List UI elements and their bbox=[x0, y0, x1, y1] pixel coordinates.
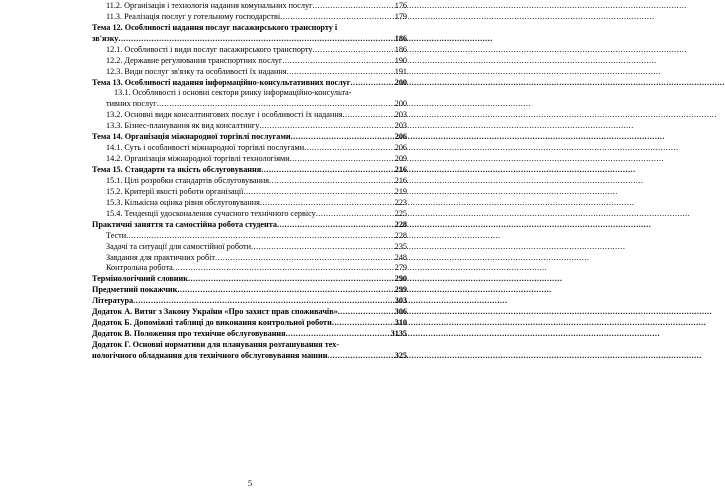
toc-entry bbox=[92, 329, 407, 340]
dot-leader bbox=[243, 187, 387, 198]
toc-entry-title: Тема 12. Особливості надання послуг пасажирського транспорту і bbox=[92, 22, 338, 32]
toc-entry bbox=[92, 307, 407, 318]
dot-leader bbox=[287, 67, 387, 78]
dot-leader bbox=[259, 121, 387, 132]
toc-entry-title: 15.4. Тенденції удосконалення сучасного технічного сервісу bbox=[106, 208, 316, 218]
dot-leader bbox=[173, 263, 387, 274]
toc-entry-title: Додаток А. Витяг з Закону України «Про захист прав споживачів» bbox=[92, 307, 338, 317]
toc-entry-title: Додаток В. Положення про технічне обслуговування bbox=[92, 329, 286, 339]
toc-entry-page: 206 bbox=[394, 132, 407, 142]
dot-leader bbox=[316, 209, 387, 220]
toc-entry-page: 310 bbox=[394, 318, 407, 328]
toc-entry-title: Тема 13. Особливості надання інформаційно-консультативних послуг bbox=[92, 77, 351, 87]
toc-entry-page: 225 bbox=[394, 208, 407, 218]
toc-entry-page: 216 bbox=[394, 165, 407, 175]
dot-leader bbox=[327, 351, 387, 362]
toc-entry bbox=[92, 285, 407, 296]
dot-leader bbox=[261, 165, 387, 176]
dot-leader bbox=[291, 132, 387, 143]
dot-leader bbox=[282, 56, 387, 67]
toc-entry-title: 12.1. Особливості і види послуг пасажирського транспорту bbox=[106, 44, 313, 54]
toc-entry-page: 299 bbox=[394, 285, 407, 295]
toc-entry-title: Література bbox=[92, 296, 134, 306]
toc-entry-title: 11.3. Реалізація послуг у готельному господарстві bbox=[106, 11, 281, 21]
toc-entry-page: 200 bbox=[394, 77, 407, 87]
dot-leader bbox=[126, 231, 387, 242]
toc-entry-page: 186 bbox=[394, 33, 407, 43]
toc-entry-page: 203 bbox=[394, 110, 407, 120]
toc-entry bbox=[92, 121, 407, 132]
toc-entry-title: 13.3. Бізнес-планування як вид консалтингу bbox=[106, 121, 260, 131]
toc-entry bbox=[92, 165, 407, 176]
toc-entry-title: Додаток Г. Основні нормативи для планування розташування тех- bbox=[92, 340, 340, 350]
dot-leader bbox=[251, 242, 387, 253]
toc-entry-title: 13.2. Основні види консалтингових послуг і особливості їх надання bbox=[106, 110, 343, 120]
toc-entry-page: 186 bbox=[394, 44, 407, 54]
toc-entry bbox=[92, 78, 407, 89]
toc-entry-page: 179 bbox=[394, 11, 407, 21]
toc-entry-title: Завдання для практичних робіт bbox=[106, 252, 216, 262]
toc-entry-page: 3135 bbox=[390, 329, 407, 339]
toc-entry-page: 248 bbox=[394, 252, 407, 262]
toc-entry-title: 14.1. Суть і особливості міжнародної торгівлі послугами bbox=[106, 143, 305, 153]
toc-entry bbox=[92, 176, 407, 187]
toc-entry-page: 219 bbox=[394, 186, 407, 196]
toc-entry bbox=[92, 242, 407, 253]
toc-entry-page: 216 bbox=[394, 175, 407, 185]
toc-entry-page: 176 bbox=[394, 0, 407, 10]
toc-entry bbox=[92, 143, 407, 154]
toc-entry-title: нологічного обладнання для технічного обслуговування машин bbox=[92, 350, 328, 360]
toc-entry bbox=[92, 187, 407, 198]
toc-entry bbox=[92, 264, 407, 275]
page-number: 5 bbox=[247, 478, 253, 488]
toc-entry-title: 15.1. Цілі розробки стандартів обслуговування bbox=[106, 175, 269, 185]
toc-entry-page: 306 bbox=[394, 307, 407, 317]
dot-leader bbox=[260, 198, 387, 209]
toc-entry bbox=[92, 154, 407, 165]
dot-leader bbox=[133, 296, 387, 307]
toc-entry bbox=[92, 209, 407, 220]
dot-leader bbox=[290, 154, 387, 165]
toc-entry bbox=[92, 99, 407, 110]
toc-entry-title: 13.1. Особливості і основні сектори ринку інформаційно-консульта- bbox=[114, 88, 352, 98]
toc-entry-title: 12.3. Види послуг зв'язку та особливості їх надання bbox=[106, 66, 287, 76]
dot-leader bbox=[338, 307, 387, 318]
toc-entry bbox=[92, 220, 407, 231]
dot-leader bbox=[286, 329, 387, 340]
toc-entry-title: Додаток Б. Допоміжні таблиці до виконання контрольної роботи bbox=[92, 318, 332, 328]
toc-entry bbox=[92, 89, 407, 100]
toc-entry bbox=[92, 12, 407, 23]
toc-entry-title: Тести bbox=[106, 230, 127, 240]
toc-entry bbox=[92, 318, 407, 329]
toc-entry bbox=[92, 340, 407, 351]
dot-leader bbox=[351, 78, 388, 89]
toc-entry-page: 200 bbox=[394, 99, 407, 109]
dot-leader bbox=[269, 176, 387, 187]
toc-entry bbox=[92, 274, 407, 285]
toc-entry-title: 12.2. Державне регулювання транспортних послуг bbox=[106, 55, 283, 65]
toc-entry bbox=[92, 351, 407, 362]
toc-entry bbox=[92, 45, 407, 56]
toc-entry-page: 191 bbox=[394, 66, 407, 76]
toc-entry bbox=[92, 34, 407, 45]
toc-entry-title: зв'язку bbox=[92, 33, 119, 43]
toc-entry bbox=[92, 67, 407, 78]
toc-entry-page: 290 bbox=[394, 274, 407, 284]
toc-entry-title: 15.2. Критерії якості роботи організації bbox=[106, 186, 244, 196]
toc-entry-page: 228 bbox=[394, 230, 407, 240]
toc-entry-title: 14.2. Організація міжнародної торгівлі технологіями bbox=[106, 154, 290, 164]
dot-leader bbox=[215, 253, 387, 264]
table-of-contents bbox=[92, 1, 407, 362]
toc-entry-page: 235 bbox=[394, 241, 407, 251]
toc-entry bbox=[92, 132, 407, 143]
dot-leader bbox=[188, 274, 387, 285]
toc-entry bbox=[92, 110, 407, 121]
toc-entry-title: Контрольна робота bbox=[106, 263, 173, 273]
dot-leader bbox=[332, 318, 387, 329]
toc-entry-page: 190 bbox=[394, 55, 407, 65]
toc-entry bbox=[92, 231, 407, 242]
toc-entry-page: 209 bbox=[394, 154, 407, 164]
dot-leader bbox=[177, 285, 387, 296]
toc-entry bbox=[92, 198, 407, 209]
toc-entry-title: Предметний покажчик bbox=[92, 285, 178, 295]
toc-entry-page: 203 bbox=[394, 121, 407, 131]
dot-leader bbox=[312, 45, 387, 56]
toc-entry-page: 303 bbox=[394, 296, 407, 306]
dot-leader bbox=[118, 34, 387, 45]
toc-entry bbox=[92, 296, 407, 307]
dot-leader bbox=[312, 1, 387, 12]
toc-entry bbox=[92, 23, 407, 34]
toc-entry-page: 206 bbox=[394, 143, 407, 153]
dot-leader bbox=[304, 143, 387, 154]
toc-entry bbox=[92, 1, 407, 12]
dot-leader bbox=[280, 12, 387, 23]
toc-entry-title: тивних послуг bbox=[106, 99, 157, 109]
toc-entry-title: 11.2. Організація і технологія надання комунальних послуг bbox=[106, 0, 313, 10]
toc-entry bbox=[92, 56, 407, 67]
toc-entry-title: Тема 14. Організація міжнародної торгівлі послугами bbox=[92, 132, 291, 142]
toc-entry-title: Тема 15. Стандарти та якість обслуговування bbox=[92, 165, 262, 175]
toc-entry-title: Задачі та ситуації для самостійної роботи bbox=[106, 241, 251, 251]
toc-entry-title: 15.3. Кількісна оцінка рівня обслуговування bbox=[106, 197, 260, 207]
dot-leader bbox=[277, 220, 387, 231]
toc-entry-title: Термінологічний словник bbox=[92, 274, 188, 284]
toc-entry-page: 279 bbox=[394, 263, 407, 273]
dot-leader bbox=[157, 99, 387, 110]
toc-entry-page: 223 bbox=[394, 197, 407, 207]
toc-entry bbox=[92, 253, 407, 264]
toc-entry-page: 325 bbox=[394, 350, 407, 360]
dot-leader bbox=[342, 110, 387, 121]
toc-entry-title: Практичні заняття та самостійна робота студента bbox=[92, 219, 277, 229]
toc-entry-page: 228 bbox=[394, 219, 407, 229]
